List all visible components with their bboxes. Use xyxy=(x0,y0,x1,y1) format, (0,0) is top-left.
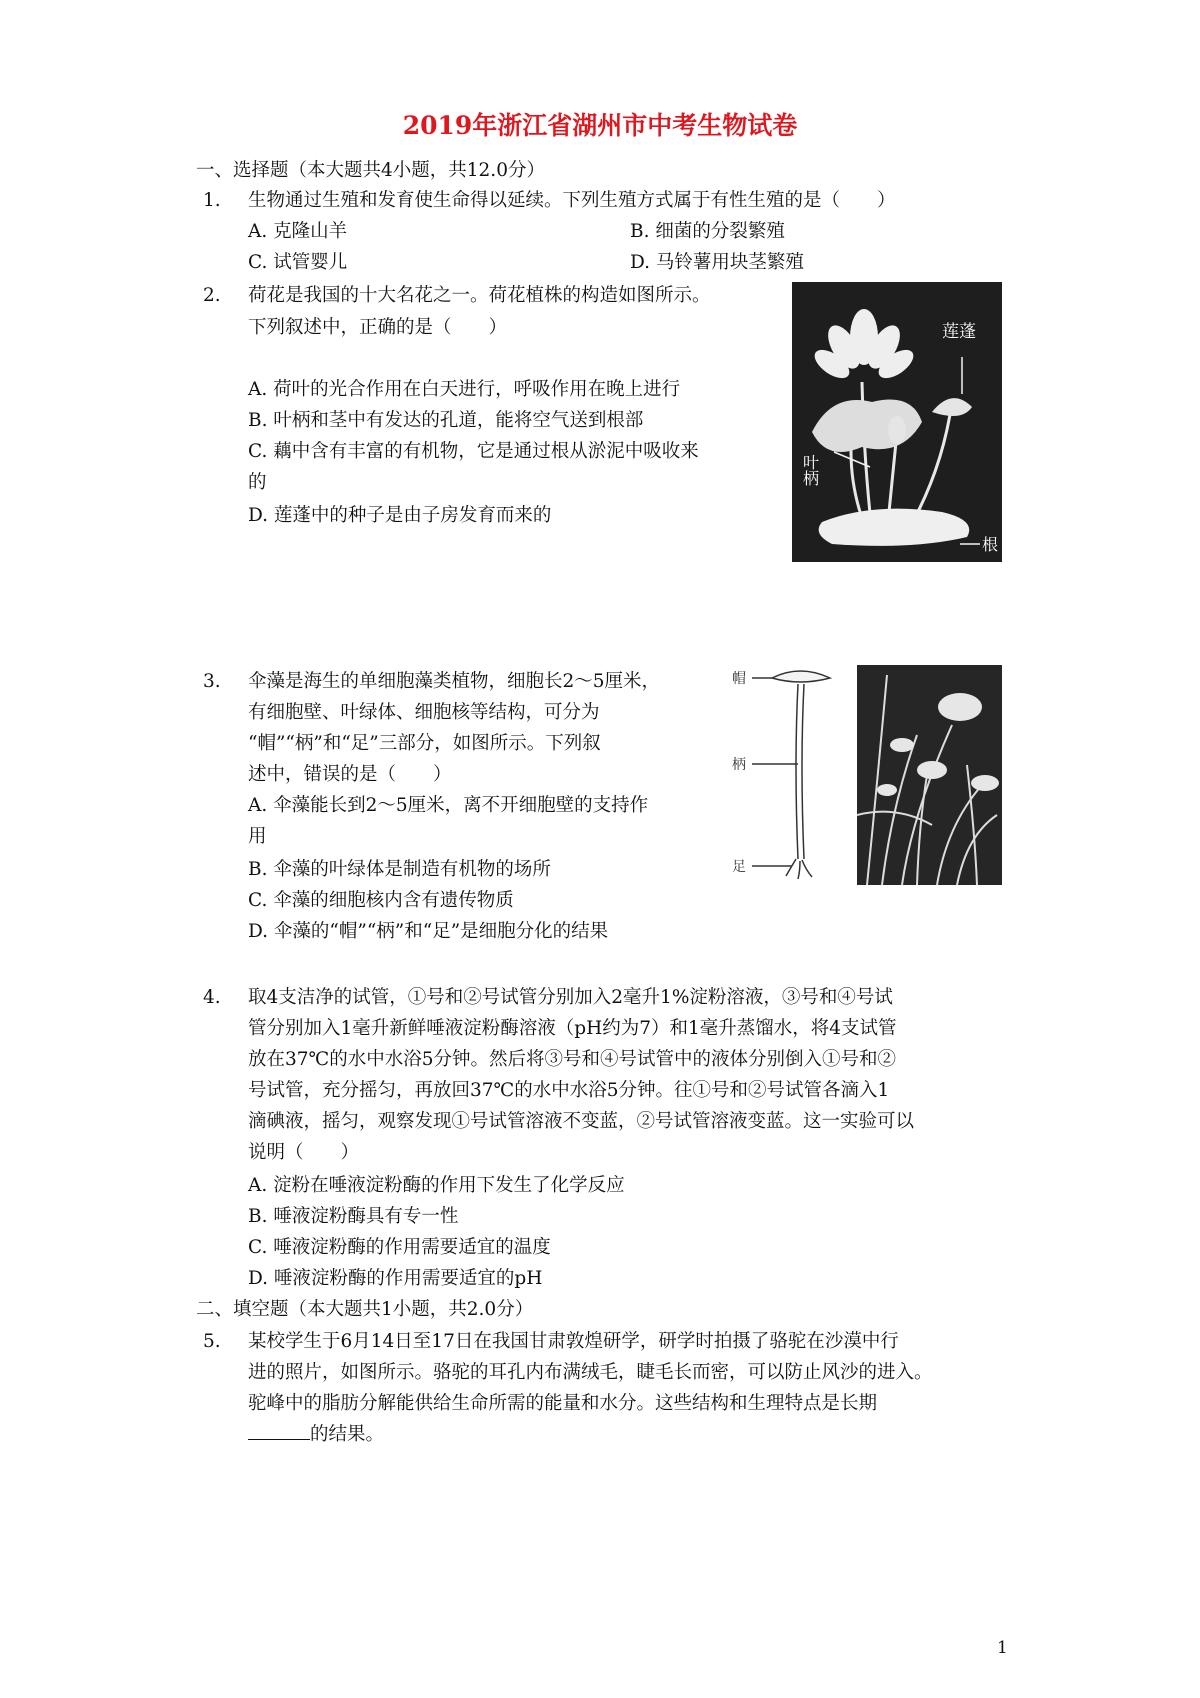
q4-stem-line6: 说明（ ） xyxy=(248,1142,360,1163)
q5-stem-line3: 驼峰中的脂肪分解能供给生命所需的能量和水分。这些结构和生理特点是长期 xyxy=(248,1393,878,1414)
q2-option-c-line2: 的 xyxy=(248,472,267,493)
q2-number: 2. xyxy=(203,285,221,306)
q5-stem-line4 xyxy=(248,1420,384,1450)
q1-option-c: C. 试管婴儿 xyxy=(248,252,348,273)
q1-option-a: A. 克隆山羊 xyxy=(248,221,348,242)
q4-stem-line2: 管分别加入1毫升新鲜唾液淀粉酶溶液（pH约为7）和1毫升蒸馏水，将4支试管 xyxy=(248,1018,897,1039)
lotus-label-lianpeng: 莲蓬 xyxy=(942,322,976,342)
acetabularia-diagram xyxy=(730,664,840,884)
q2-stem-line1: 荷花是我国的十大名花之一。荷花植株的构造如图所示。 xyxy=(248,285,711,306)
acetabularia-label-zu: 足 xyxy=(732,859,746,875)
lotus-plant-figure xyxy=(792,282,1002,562)
q3-option-a-line2: 用 xyxy=(248,826,267,847)
q4-option-d: D. 唾液淀粉酶的作用需要适宜的pH xyxy=(248,1268,543,1289)
answer-blank[interactable] xyxy=(248,1421,310,1440)
page-title: 2019年浙江省湖州市中考生物试卷 xyxy=(402,111,798,140)
section-heading-fill: 二、填空题（本大题共1小题，共2.0分） xyxy=(196,1299,534,1320)
q4-option-a: A. 淀粉在唾液淀粉酶的作用下发生了化学反应 xyxy=(248,1175,625,1196)
q1-stem: 生物通过生殖和发育使生命得以延续。下列生殖方式属于有性生殖的是（ ） xyxy=(248,190,896,211)
q4-option-c: C. 唾液淀粉酶的作用需要适宜的温度 xyxy=(248,1237,551,1258)
q5-stem-line1: 某校学生于6月14日至17日在我国甘肃敦煌研学，研学时拍摄了骆驼在沙漠中行 xyxy=(248,1331,899,1352)
q3-stem-line3: “帽”“柄”和“足”三部分，如图所示。下列叙 xyxy=(248,733,601,754)
q3-stem-line2: 有细胞壁、叶绿体、细胞核等结构，可分为 xyxy=(248,702,600,723)
q4-stem-line3: 放在37℃的水中水浴5分钟。然后将③号和④号试管中的液体分别倒入①号和② xyxy=(248,1049,897,1070)
q5-stem-line4-end: 的结果。 xyxy=(310,1424,385,1445)
q3-stem-line1: 伞藻是海生的单细胞藻类植物，细胞长2～5厘米， xyxy=(248,671,661,692)
q3-stem-line4: 述中，错误的是（ ） xyxy=(248,764,452,785)
page-number: 1 xyxy=(997,1638,1008,1658)
q4-stem-line4: 号试管，充分摇匀，再放回37℃的水中水浴5分钟。往①号和②号试管各滴入1 xyxy=(248,1080,890,1101)
q4-option-b: B. 唾液淀粉酶具有专一性 xyxy=(248,1206,459,1227)
q3-option-c: C. 伞藻的细胞核内含有遗传物质 xyxy=(248,890,514,911)
q1-number: 1. xyxy=(203,190,221,211)
q4-stem-line1: 取4支洁净的试管，①号和②号试管分别加入2毫升1%淀粉溶液，③号和④号试 xyxy=(248,987,893,1008)
lotus-label-gen: 根 xyxy=(982,535,999,554)
q2-stem-line2: 下列叙述中，正确的是（ ） xyxy=(248,317,508,338)
q2-option-c-line1: C. 藕中含有丰富的有机物，它是通过根从淤泥中吸收来 xyxy=(248,441,699,462)
q4-number: 4. xyxy=(203,987,221,1008)
acetabularia-photo xyxy=(857,665,1002,885)
acetabularia-label-bing: 柄 xyxy=(732,757,746,773)
q3-option-d: D. 伞藻的“帽”“柄”和“足”是细胞分化的结果 xyxy=(248,921,609,942)
q1-option-d: D. 马铃薯用块茎繁殖 xyxy=(630,252,804,273)
q2-option-a: A. 荷叶的光合作用在白天进行，呼吸作用在晚上进行 xyxy=(248,379,681,400)
q5-stem-line2: 进的照片，如图所示。骆驼的耳孔内布满绒毛，睫毛长而密，可以防止风沙的进入。 xyxy=(248,1362,933,1383)
acetabularia-label-mao: 帽 xyxy=(732,671,746,687)
lotus-label-yebing: 叶柄 xyxy=(800,454,820,486)
q2-option-b: B. 叶柄和茎中有发达的孔道，能将空气送到根部 xyxy=(248,410,644,431)
section-heading-choice: 一、选择题（本大题共4小题，共12.0分） xyxy=(196,160,545,181)
q3-number: 3. xyxy=(203,671,221,692)
q4-stem-line5: 滴碘液，摇匀，观察发现①号试管溶液不变蓝，②号试管溶液变蓝。这一实验可以 xyxy=(248,1111,915,1132)
q2-option-d: D. 莲蓬中的种子是由子房发育而来的 xyxy=(248,505,552,526)
q5-number: 5. xyxy=(203,1331,221,1352)
q3-option-a-line1: A. 伞藻能长到2～5厘米，离不开细胞壁的支持作 xyxy=(248,795,649,816)
q3-option-b: B. 伞藻的叶绿体是制造有机物的场所 xyxy=(248,859,551,880)
q1-option-b: B. 细菌的分裂繁殖 xyxy=(630,221,785,242)
